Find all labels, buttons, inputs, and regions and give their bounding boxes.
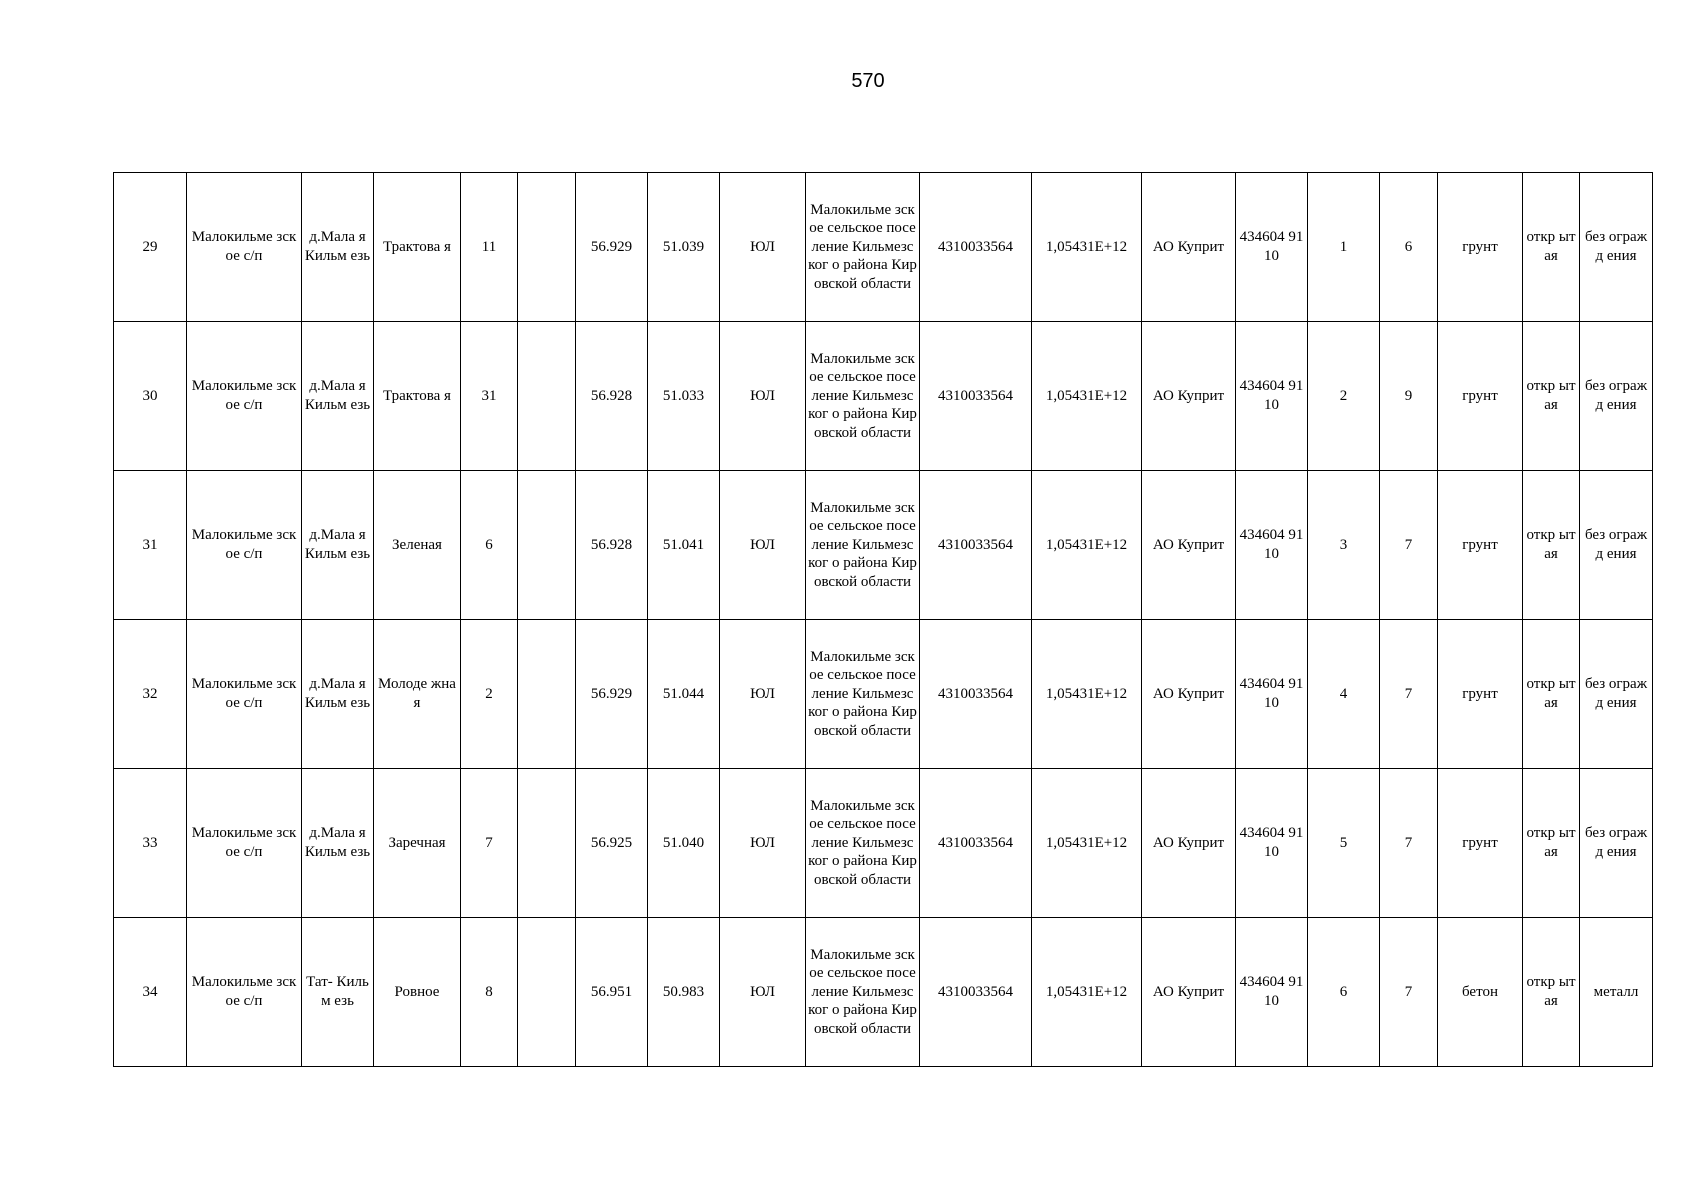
settlement-cell: Малокильме зское с/п [187,322,302,471]
sequence-cell: 5 [1308,769,1380,918]
table-row [114,173,1653,322]
ogrn-cell: 1,05431E+12 [1032,322,1142,471]
site-type-cell: откр ытая [1523,173,1580,322]
table-row [114,918,1653,1067]
site-type-cell: откр ытая [1523,471,1580,620]
owner-name-cell: Малокильме зское сельское поселение Кильмезског о района Кировской области [806,471,920,620]
longitude-cell: 50.983 [648,918,720,1067]
village-cell: д.Мала я Кильм езь [302,322,374,471]
inn-cell: 4310033564 [920,322,1032,471]
owner-name-cell: Малокильме зское сельское поселение Кильмезског о района Кировской области [806,620,920,769]
ogrn-cell: 1,05431E+12 [1032,620,1142,769]
table-row [114,769,1653,918]
street-cell: Ровное [374,918,461,1067]
inn-cell: 4310033564 [920,173,1032,322]
street-cell: Трактова я [374,173,461,322]
fence-cell: без огражд ения [1580,620,1653,769]
row-number-cell: 33 [114,769,187,918]
fence-cell: металл [1580,918,1653,1067]
street-cell: Молоде жная [374,620,461,769]
table-row [114,322,1653,471]
inn-cell: 4310033564 [920,471,1032,620]
code-cell: 434604 9110 [1236,173,1308,322]
inn-cell: 4310033564 [920,620,1032,769]
row-number-cell: 31 [114,471,187,620]
table-row [114,620,1653,769]
row-number-cell: 29 [114,173,187,322]
code-cell: 434604 9110 [1236,769,1308,918]
registry-table [113,172,1653,1067]
fence-cell: без огражд ения [1580,173,1653,322]
owner-type-cell: ЮЛ [720,322,806,471]
latitude-cell: 56.928 [576,471,648,620]
company-cell: АО Куприт [1142,620,1236,769]
village-cell: д.Мала я Кильм езь [302,769,374,918]
settlement-cell: Малокильме зское с/п [187,918,302,1067]
sequence-cell: 3 [1308,471,1380,620]
surface-cell: грунт [1438,620,1523,769]
area-cell: 7 [1380,471,1438,620]
ogrn-cell: 1,05431E+12 [1032,918,1142,1067]
inn-cell: 4310033564 [920,918,1032,1067]
sequence-cell: 4 [1308,620,1380,769]
sequence-cell: 6 [1308,918,1380,1067]
site-type-cell: откр ытая [1523,620,1580,769]
page-number: 570 [851,70,885,92]
village-cell: д.Мала я Кильм езь [302,620,374,769]
code-cell: 434604 9110 [1236,471,1308,620]
longitude-cell: 51.041 [648,471,720,620]
empty-cell [518,322,576,471]
site-type-cell: откр ытая [1523,769,1580,918]
area-cell: 7 [1380,769,1438,918]
surface-cell: грунт [1438,471,1523,620]
empty-cell [518,918,576,1067]
row-number-cell: 30 [114,322,187,471]
company-cell: АО Куприт [1142,918,1236,1067]
ogrn-cell: 1,05431E+12 [1032,471,1142,620]
site-type-cell: откр ытая [1523,322,1580,471]
house-number-cell: 6 [461,471,518,620]
company-cell: АО Куприт [1142,769,1236,918]
company-cell: АО Куприт [1142,173,1236,322]
house-number-cell: 31 [461,322,518,471]
latitude-cell: 56.951 [576,918,648,1067]
fence-cell: без огражд ения [1580,471,1653,620]
company-cell: АО Куприт [1142,471,1236,620]
code-cell: 434604 9110 [1236,322,1308,471]
fence-cell: без огражд ения [1580,769,1653,918]
latitude-cell: 56.929 [576,620,648,769]
code-cell: 434604 9110 [1236,918,1308,1067]
latitude-cell: 56.925 [576,769,648,918]
area-cell: 7 [1380,620,1438,769]
ogrn-cell: 1,05431E+12 [1032,173,1142,322]
row-number-cell: 34 [114,918,187,1067]
owner-type-cell: ЮЛ [720,769,806,918]
house-number-cell: 7 [461,769,518,918]
area-cell: 7 [1380,918,1438,1067]
owner-type-cell: ЮЛ [720,620,806,769]
owner-name-cell: Малокильме зское сельское поселение Кильмезског о района Кировской области [806,322,920,471]
surface-cell: грунт [1438,173,1523,322]
ogrn-cell: 1,05431E+12 [1032,769,1142,918]
owner-type-cell: ЮЛ [720,471,806,620]
house-number-cell: 2 [461,620,518,769]
empty-cell [518,620,576,769]
owner-name-cell: Малокильме зское сельское поселение Кильмезског о района Кировской области [806,173,920,322]
site-type-cell: откр ытая [1523,918,1580,1067]
settlement-cell: Малокильме зское с/п [187,769,302,918]
street-cell: Трактова я [374,322,461,471]
village-cell: д.Мала я Кильм езь [302,471,374,620]
longitude-cell: 51.040 [648,769,720,918]
street-cell: Заречная [374,769,461,918]
surface-cell: грунт [1438,322,1523,471]
fence-cell: без огражд ения [1580,322,1653,471]
surface-cell: бетон [1438,918,1523,1067]
inn-cell: 4310033564 [920,769,1032,918]
house-number-cell: 11 [461,173,518,322]
settlement-cell: Малокильме зское с/п [187,620,302,769]
owner-type-cell: ЮЛ [720,918,806,1067]
longitude-cell: 51.044 [648,620,720,769]
area-cell: 9 [1380,322,1438,471]
longitude-cell: 51.039 [648,173,720,322]
village-cell: Тат- Кильм езь [302,918,374,1067]
owner-name-cell: Малокильме зское сельское поселение Кильмезског о района Кировской области [806,918,920,1067]
empty-cell [518,173,576,322]
owner-name-cell: Малокильме зское сельское поселение Кильмезског о района Кировской области [806,769,920,918]
table-row [114,471,1653,620]
latitude-cell: 56.928 [576,322,648,471]
owner-type-cell: ЮЛ [720,173,806,322]
street-cell: Зеленая [374,471,461,620]
longitude-cell: 51.033 [648,322,720,471]
sequence-cell: 1 [1308,173,1380,322]
area-cell: 6 [1380,173,1438,322]
registry-body [114,173,1653,1067]
row-number-cell: 32 [114,620,187,769]
empty-cell [518,471,576,620]
latitude-cell: 56.929 [576,173,648,322]
code-cell: 434604 9110 [1236,620,1308,769]
settlement-cell: Малокильме зское с/п [187,173,302,322]
surface-cell: грунт [1438,769,1523,918]
house-number-cell: 8 [461,918,518,1067]
village-cell: д.Мала я Кильм езь [302,173,374,322]
sequence-cell: 2 [1308,322,1380,471]
company-cell: АО Куприт [1142,322,1236,471]
empty-cell [518,769,576,918]
settlement-cell: Малокильме зское с/п [187,471,302,620]
